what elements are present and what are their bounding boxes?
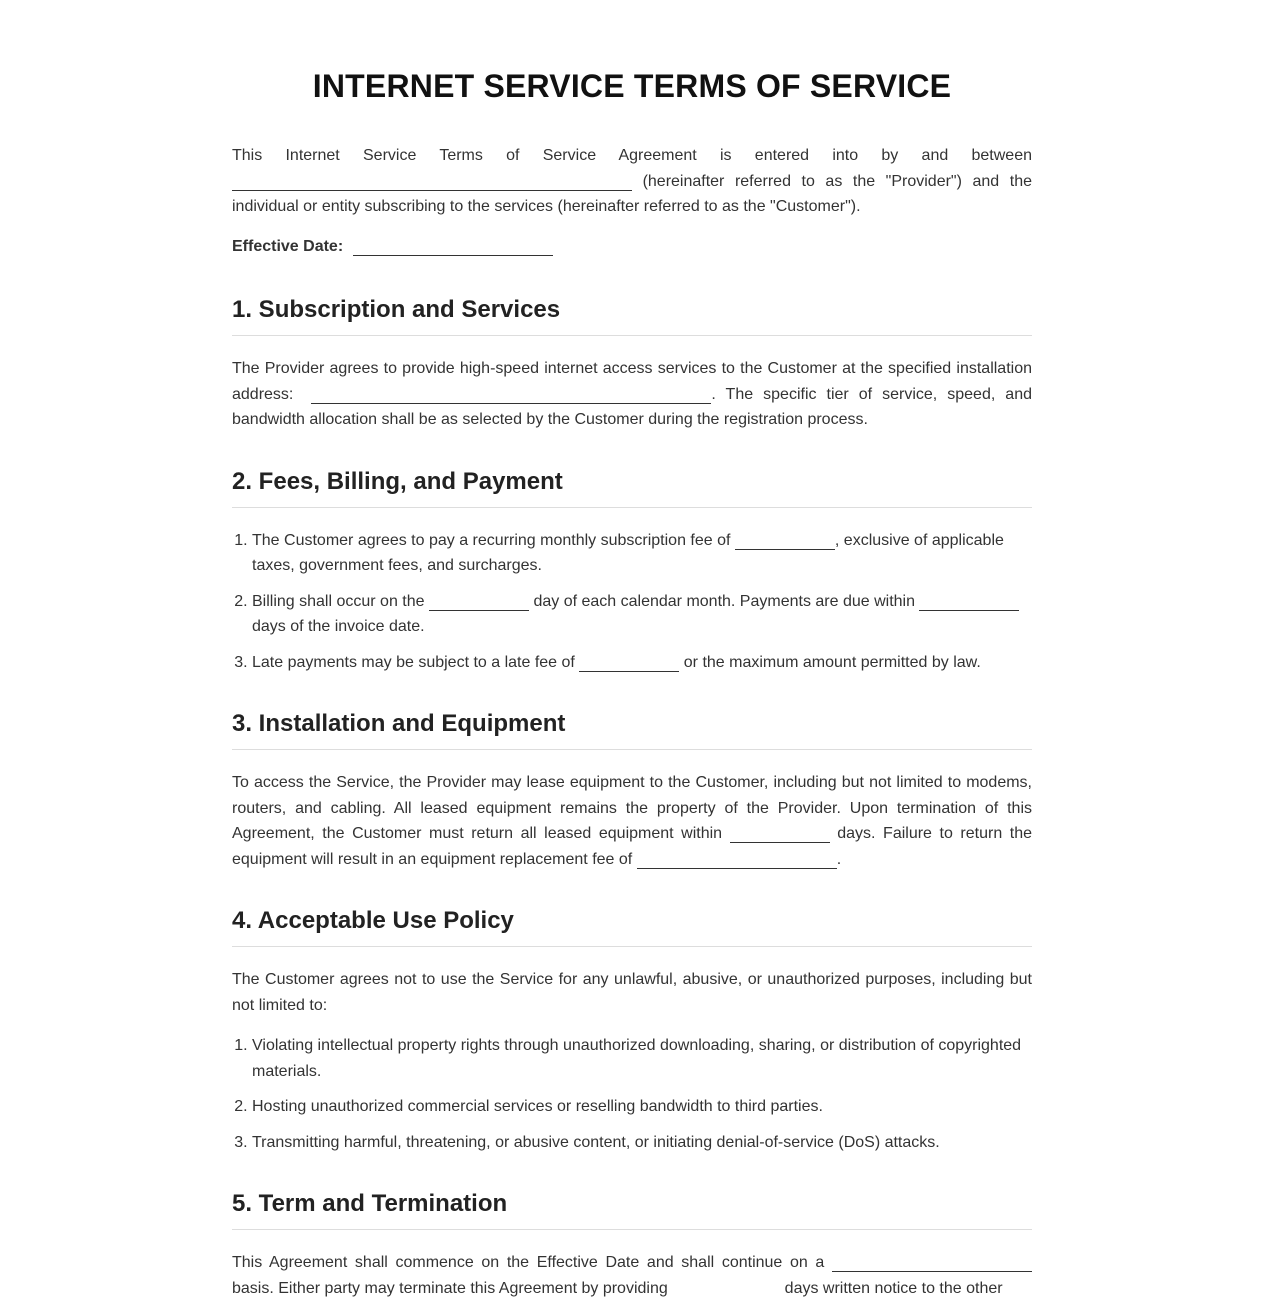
payment-days-blank[interactable]	[919, 592, 1019, 611]
list-item-text: The Customer agrees to pay a recurring monthly subscription fee of	[252, 531, 731, 549]
section-fees	[232, 467, 1032, 676]
monthly-fee-blank[interactable]	[735, 531, 835, 550]
section-term	[232, 1189, 1032, 1301]
list-item: 3. Transmitting harmful, threatening, or abusive content, or initiating denial-of-service (DoS) attacks.	[252, 1130, 1032, 1156]
return-days-blank[interactable]	[730, 824, 830, 843]
section-heading: 5. Term and Termination	[232, 1189, 1032, 1230]
effective-date-line	[232, 234, 1032, 260]
effective-date-label: Effective Date:	[232, 237, 344, 255]
list-item: 2. Hosting unauthorized commercial services or reselling bandwidth to third parties.	[252, 1094, 1032, 1120]
section-text: The Provider agrees to provide high-speed internet access services to the Customer at the specified installation address:	[232, 360, 1032, 403]
document-title: INTERNET SERVICE TERMS OF SERVICE	[312, 68, 952, 104]
section-heading: 2. Fees, Billing, and Payment	[232, 467, 1032, 508]
section-text: days. Failure to return the equipment will result in an equipment replacement fee of	[232, 825, 1033, 868]
installation-address-blank[interactable]	[311, 385, 711, 404]
effective-date-blank[interactable]	[353, 237, 553, 256]
section-installation	[232, 709, 1032, 872]
list-item-text: day of each calendar month. Payments are due within	[533, 592, 916, 610]
section-subscription	[232, 295, 1032, 433]
document	[232, 0, 1032, 1301]
list-item	[252, 589, 1032, 640]
replacement-fee-blank[interactable]	[637, 850, 837, 869]
section-body: The Customer agrees not to use the Service for any unlawful, abusive, or unauthorized purposes, including but not limited to:	[232, 971, 1032, 1014]
list-item-text: Billing shall occur on the	[252, 592, 425, 610]
section-heading: 4. Acceptable Use Policy	[232, 906, 1032, 947]
late-fee-blank[interactable]	[579, 653, 679, 672]
intro-text-1: This Internet Service Terms of Service Agreement is entered into by and between	[232, 147, 1032, 164]
section-acceptable-use	[232, 906, 1032, 1155]
term-basis-blank[interactable]	[832, 1253, 1032, 1272]
list-item: 1. Violating intellectual property rights through unauthorized downloading, sharing, or distribution of copyrighted materials.	[252, 1033, 1032, 1084]
list-item-text: Late payments may be subject to a late fee of	[252, 653, 575, 671]
billing-day-blank[interactable]	[429, 592, 529, 611]
section-heading: 3. Installation and Equipment	[232, 709, 1032, 750]
list-item-text: , exclusive of applicable taxes, government fees, and surcharges.	[252, 531, 1004, 574]
section-text: . The specific tier of service, speed, and bandwidth allocation shall be as selected by the Customer during the registration process.	[232, 385, 1032, 428]
section-text: days written notice to the other	[784, 1279, 1003, 1297]
section-text: basis. Either party may terminate this Agreement by providing	[232, 1279, 668, 1297]
section-text: To access the Service, the Provider may lease equipment to the Customer, including but not limited to modems, routers, and cabling. All leased equipment remains the property of the Provider. Upon termination of this Agreement, the Customer must return all leased equipment within	[232, 774, 1032, 842]
section-text: This Agreement shall commence on the Effective Date and shall continue on a	[232, 1254, 825, 1271]
section-body	[232, 356, 1032, 433]
list-item-text: days of the invoice date.	[252, 618, 425, 635]
section-text: .	[836, 850, 842, 868]
fees-list	[232, 528, 1032, 676]
section-body	[232, 770, 1032, 872]
list-item	[252, 528, 1032, 579]
section-body	[232, 1250, 1032, 1301]
provider-name-blank[interactable]	[232, 172, 632, 191]
section-heading: 1. Subscription and Services	[232, 295, 1032, 336]
intro-paragraph	[232, 143, 1032, 220]
prohibited-uses-list	[232, 1033, 1032, 1155]
list-item	[252, 650, 1032, 676]
intro-text-2: (hereinafter referred to as the "Provider") and the individual or entity subscribing to the services (hereinafter referred to as the "Customer").	[232, 172, 1032, 215]
list-item-text: or the maximum amount permitted by law.	[683, 653, 981, 671]
